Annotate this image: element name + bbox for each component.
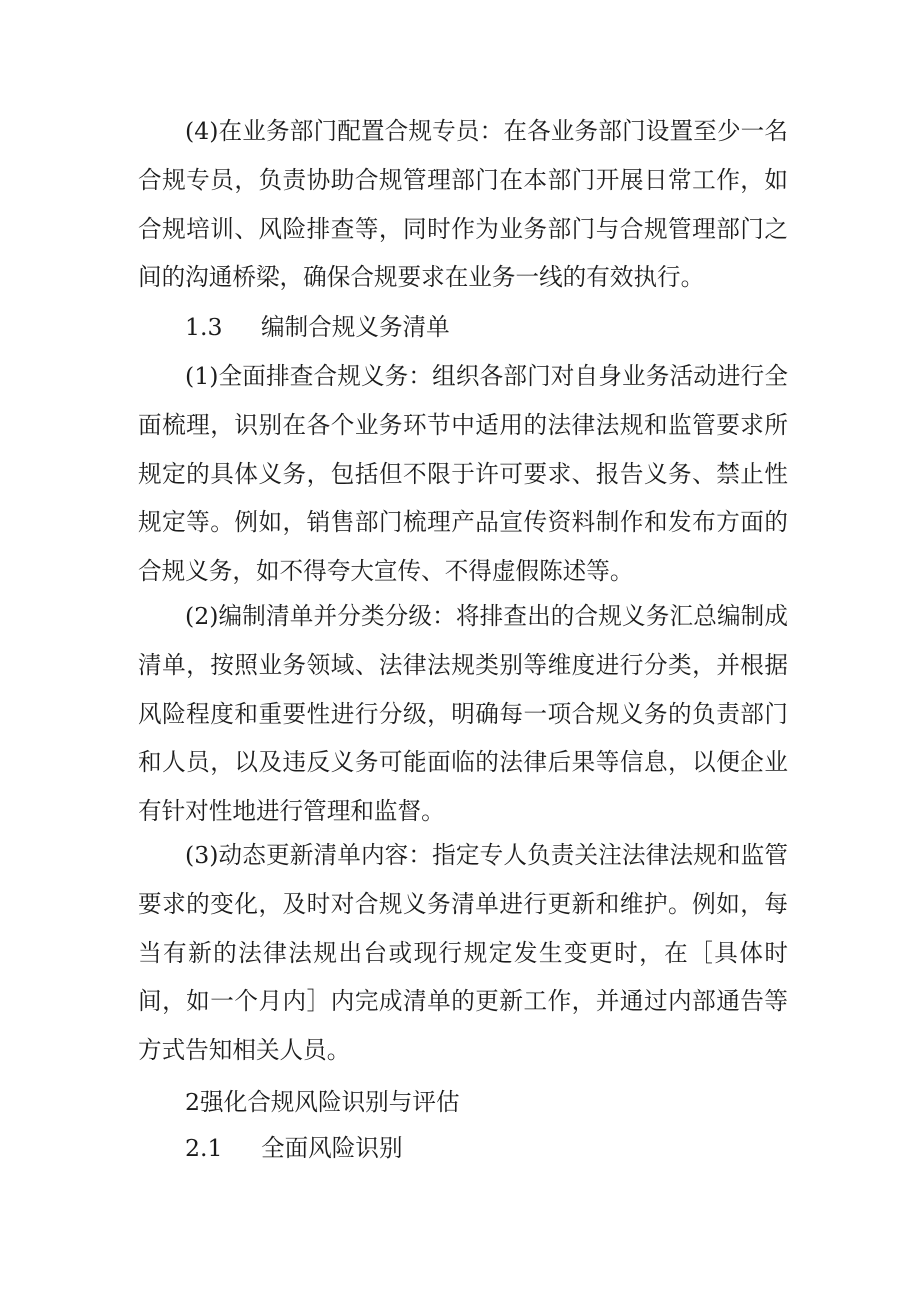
section-title: 编制合规义务清单 (261, 313, 450, 341)
paragraph-identify-obligations: (1)全面排查合规义务：组织各部门对自身业务活动进行全面梳理，识别在各个业务环节中适用的法律法规和监管要求所规定的具体义务，包括但不限于许可要求、报告义务、禁止性规定等。例如，销售部门梳理产品宣传资料制作和发布方面的合规义务，如不得夸大宣传、不得虚假陈述等。 (138, 362, 788, 586)
section-number: 2.1 (185, 1134, 223, 1162)
paragraph-update-list: (3)动态更新清单内容：指定专人负责关注法律法规和监管要求的变化，及时对合规义务清单进行更新和维护。例如，每当有新的法律法规出台或现行规定发生变更时，在［具体时间，如一个月内］内完成清单的更新工作，并通过内部通告等方式告知相关人员。 (138, 841, 788, 1065)
chapter-heading-2: 2强化合规风险识别与评估 (185, 1088, 460, 1116)
section-heading-1-3 (185, 303, 450, 352)
paragraph-compliance-specialist: (4)在业务部门配置合规专员：在各业务部门设置至少一名合规专员，负责协助合规管理部门在本部门开展日常工作，如合规培训、风险排查等，同时作为业务部门与合规管理部门之间的沟通桥梁，确保合规要求在业务一线的有效执行。 (138, 117, 788, 292)
section-number: 1.3 (185, 313, 223, 341)
paragraph-classify-list: (2)编制清单并分类分级：将排查出的合规义务汇总编制成清单，按照业务领域、法律法规类别等维度进行分类，并根据风险程度和重要性进行分级，明确每一项合规义务的负责部门和人员，以及违反义务可能面临的法律后果等信息，以便企业有针对性地进行管理和监督。 (138, 602, 788, 826)
section-title: 全面风险识别 (261, 1134, 403, 1162)
section-heading-2-1 (185, 1124, 403, 1173)
